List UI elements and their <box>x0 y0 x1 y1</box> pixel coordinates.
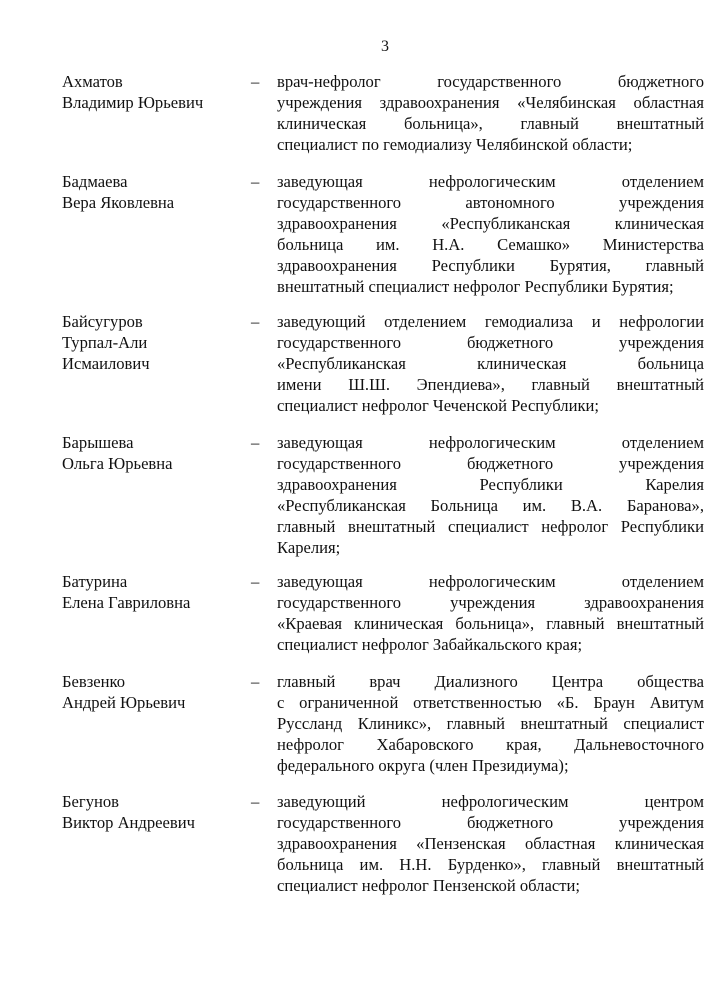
description-line: Руссланд Клиникс», главный внештатный специалист <box>277 714 704 733</box>
given-names: Виктор Андреевич <box>62 813 195 832</box>
description-line: заведующий нефрологическим центром <box>277 792 704 811</box>
position-description <box>277 311 704 416</box>
description-line: главный внештатный специалист нефролог Республики <box>277 517 704 536</box>
description-line: государственного бюджетного учреждения <box>277 454 704 473</box>
given-names: Елена Гавриловна <box>62 593 191 612</box>
description-line: учреждения здравоохранения «Челябинская областная <box>277 93 704 112</box>
given-names: Вера Яковлевна <box>62 193 175 212</box>
description-line: здравоохранения «Пензенская областная клиническая <box>277 834 704 853</box>
position-description <box>277 71 704 155</box>
surname: Бевзенко <box>62 672 126 691</box>
position-description <box>277 432 704 558</box>
person-name <box>62 71 247 113</box>
description-line: «Республиканская клиническая больница <box>277 354 704 373</box>
surname: Бадмаева <box>62 172 128 191</box>
person-name <box>62 671 247 713</box>
description-line: государственного учреждения здравоохранения <box>277 593 704 612</box>
description-line: специалист нефролог Пензенской области; <box>277 876 580 895</box>
given-names: Турпал-Али <box>62 333 148 352</box>
description-line: имени Ш.Ш. Эпендиева», главный внештатный <box>277 375 704 394</box>
surname: Батурина <box>62 572 128 591</box>
description-line: заведующая нефрологическим отделением <box>277 572 704 591</box>
description-line: «Республиканская Больница им. В.А. Баранова», <box>277 496 704 515</box>
description-line: заведующая нефрологическим отделением <box>277 433 704 452</box>
page-number: 3 <box>381 38 389 55</box>
person-name <box>62 791 247 833</box>
description-line: больница им. Н.А. Семашко» Министерства <box>277 235 704 254</box>
description-line: врач-нефролог государственного бюджетного <box>277 72 704 91</box>
patronymic: Исмаилович <box>62 354 150 373</box>
description-line: здравоохранения «Республиканская клиническая <box>277 214 704 233</box>
surname: Бегунов <box>62 792 120 811</box>
person-name <box>62 571 247 613</box>
surname: Барышева <box>62 433 134 452</box>
dash-separator: – <box>251 172 260 191</box>
description-line: клиническая больница», главный внештатный <box>277 114 704 133</box>
dash-separator: – <box>251 433 260 452</box>
given-names: Владимир Юрьевич <box>62 93 204 112</box>
description-line: федерального округа (член Президиума); <box>277 756 569 775</box>
dash-separator: – <box>251 312 260 331</box>
description-line: больница им. Н.Н. Бурденко», главный внештатный <box>277 855 704 874</box>
person-name <box>62 171 247 213</box>
dash-separator: – <box>251 72 260 91</box>
position-description <box>277 171 704 297</box>
dash-separator: – <box>251 672 260 691</box>
description-line: нефролог Хабаровского края, Дальневосточного <box>277 735 704 754</box>
position-description <box>277 791 704 896</box>
description-line: внештатный специалист нефролог Республики Бурятия; <box>277 277 674 296</box>
dash-separator: – <box>251 572 260 591</box>
description-line: государственного бюджетного учреждения <box>277 333 704 352</box>
description-line: специалист нефролог Чеченской Республики; <box>277 396 600 415</box>
description-line: здравоохранения Республики Карелия <box>277 475 704 494</box>
person-name <box>62 311 247 374</box>
description-line: заведующая нефрологическим отделением <box>277 172 704 191</box>
description-line: специалист по гемодиализу Челябинской области; <box>277 135 633 154</box>
description-line: Карелия; <box>277 538 341 557</box>
dash-separator: – <box>251 792 260 811</box>
person-name <box>62 432 247 474</box>
position-description <box>277 671 704 776</box>
description-line: специалист нефролог Забайкальского края; <box>277 635 583 654</box>
given-names: Ольга Юрьевна <box>62 454 173 473</box>
surname: Ахматов <box>62 72 123 91</box>
description-line: заведующий отделением гемодиализа и нефрологии <box>277 312 704 331</box>
description-line: с ограниченной ответственностью «Б. Браун Авитум <box>277 693 704 712</box>
surname: Байсугуров <box>62 312 143 331</box>
description-line: главный врач Диализного Центра общества <box>277 672 704 691</box>
given-names: Андрей Юрьевич <box>62 693 186 712</box>
description-line: государственного автономного учреждения <box>277 193 704 212</box>
position-description <box>277 571 704 655</box>
description-line: «Краевая клиническая больница», главный внештатный <box>277 614 704 633</box>
description-line: здравоохранения Республики Бурятия, главный <box>277 256 704 275</box>
description-line: государственного бюджетного учреждения <box>277 813 704 832</box>
